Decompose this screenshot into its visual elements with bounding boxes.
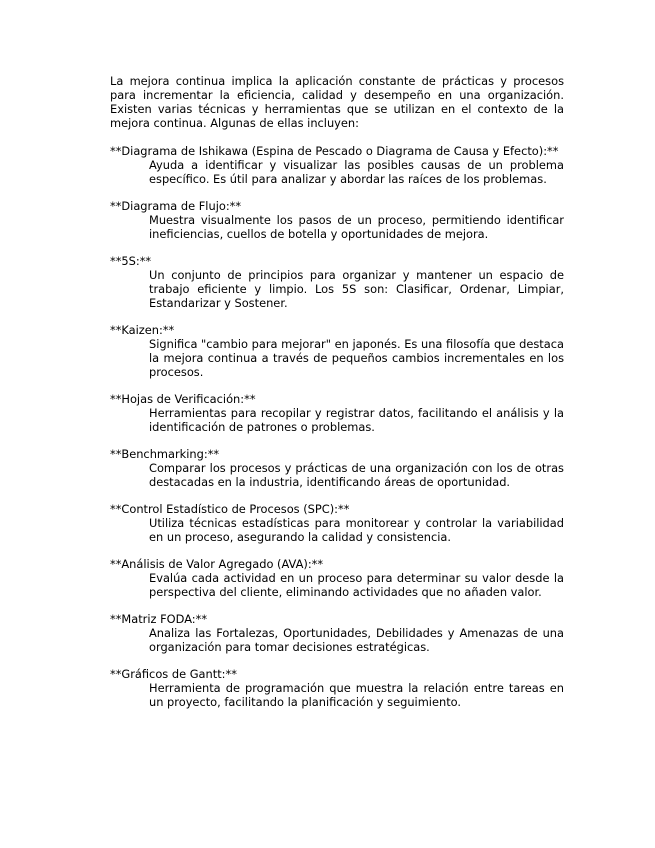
list-item <box>110 323 564 379</box>
item-term: **Hojas de Verificación:** <box>110 392 256 406</box>
item-term: **Gráficos de Gantt:** <box>110 667 237 681</box>
item-description: Un conjunto de principios para organizar y mantener un espacio de trabajo eficiente y limpio. Los 5S son: Clasificar, Ordenar, Limpiar, Estandarizar y Sostener. <box>149 268 564 310</box>
item-description: Muestra visualmente los pasos de un proceso, permitiendo identificar ineficiencias, cuellos de botella y oportunidades de mejora. <box>149 213 564 241</box>
item-description: Comparar los procesos y prácticas de una organización con los de otras destacadas en la industria, identificando áreas de oportunidad. <box>149 461 564 489</box>
item-term: **Diagrama de Flujo:** <box>110 199 242 213</box>
item-description: Ayuda a identificar y visualizar las posibles causas de un problema específico. Es útil para analizar y abordar las raíces de los problemas. <box>149 158 564 186</box>
item-description: Significa "cambio para mejorar" en japonés. Es una filosofía que destaca la mejora continua a través de pequeños cambios incrementales en los procesos. <box>149 337 564 379</box>
intro-paragraph: La mejora continua implica la aplicación constante de prácticas y procesos para incrementar la eficiencia, calidad y desempeño en una organización. Existen varias técnicas y herramientas que se utilizan en el contexto de la mejora continua. Algunas de ellas incluyen: <box>110 74 564 130</box>
item-term: **Kaizen:** <box>110 323 175 337</box>
item-term: **Análisis de Valor Agregado (AVA):** <box>110 557 324 571</box>
list-item <box>110 254 564 310</box>
list-item <box>110 612 564 654</box>
list-item <box>110 557 564 599</box>
item-description: Utiliza técnicas estadísticas para monitorear y controlar la variabilidad en un proceso, asegurando la calidad y consistencia. <box>149 516 564 544</box>
item-term: **5S:** <box>110 254 152 268</box>
list-item <box>110 447 564 489</box>
item-description: Herramientas para recopilar y registrar datos, facilitando el análisis y la identificación de patrones o problemas. <box>149 406 564 434</box>
list-item <box>110 199 564 241</box>
item-term: **Diagrama de Ishikawa (Espina de Pescado o Diagrama de Causa y Efecto):** <box>110 144 559 158</box>
document-page <box>110 74 564 722</box>
item-term: **Matriz FODA:** <box>110 612 208 626</box>
item-description: Analiza las Fortalezas, Oportunidades, Debilidades y Amenazas de una organización para tomar decisiones estratégicas. <box>149 626 564 654</box>
item-term: **Control Estadístico de Procesos (SPC):** <box>110 502 350 516</box>
list-item <box>110 144 564 186</box>
list-item <box>110 667 564 709</box>
item-description: Herramienta de programación que muestra la relación entre tareas en un proyecto, facilitando la planificación y seguimiento. <box>149 681 564 709</box>
list-item <box>110 392 564 434</box>
item-description: Evalúa cada actividad en un proceso para determinar su valor desde la perspectiva del cliente, eliminando actividades que no añaden valor. <box>149 571 564 599</box>
item-term: **Benchmarking:** <box>110 447 220 461</box>
list-item <box>110 502 564 544</box>
